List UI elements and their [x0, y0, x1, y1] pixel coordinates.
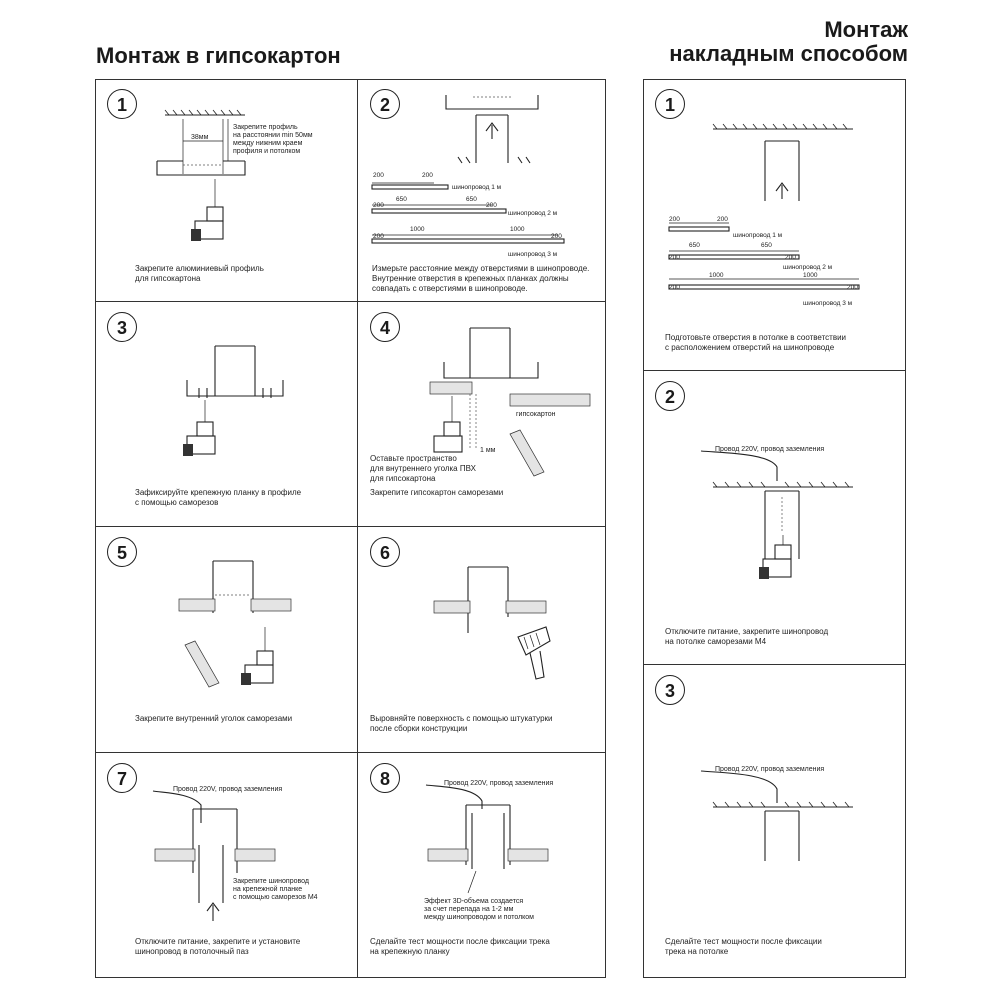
svg-text:Провод 220V, провод заземления: Провод 220V, провод заземления	[173, 786, 283, 793]
gypsum-right	[510, 394, 590, 406]
left-step-6	[358, 527, 606, 753]
step-caption: Сделайте тест мощности после фиксации трека на потолке	[665, 937, 822, 956]
svg-text:между шинопроводом и потолком: между шинопроводом и потолком	[424, 914, 534, 921]
step-number: 3	[107, 312, 137, 342]
svg-text:шинопровод 2 м: шинопровод 2 м	[783, 264, 833, 271]
svg-text:650: 650	[689, 242, 700, 249]
step-number: 4	[370, 312, 400, 342]
svg-text:200: 200	[669, 216, 680, 223]
svg-text:1 мм: 1 мм	[480, 447, 496, 454]
svg-text:200: 200	[373, 172, 384, 179]
pvc-corner-icon	[510, 430, 544, 476]
step-caption-2: Закрепите гипсокартон саморезами	[370, 488, 504, 497]
step-caption: Оставьте пространство для внутреннего уголка ПВХ для гипсокартона	[370, 454, 476, 483]
dim-label: 38мм	[191, 134, 209, 141]
step-caption: Подготовьте отверстия в потолке в соответствии с расположением отверстий на шинопроводе	[665, 333, 847, 352]
svg-text:200: 200	[422, 172, 433, 179]
step-caption: Закрепите внутренний уголок саморезами	[135, 714, 293, 723]
title-right-line2: накладным способом	[669, 41, 908, 66]
rail-1m	[669, 216, 783, 239]
svg-text:200: 200	[669, 254, 680, 261]
title-left: Монтаж в гипсокартон	[96, 43, 341, 68]
ceiling-hatch	[713, 124, 853, 129]
left-step-2	[358, 79, 606, 302]
screwdriver-icon	[183, 400, 215, 456]
diagram-surface-fix	[643, 371, 906, 665]
svg-text:Эффект 3D-объема создается: Эффект 3D-объема создается	[424, 898, 524, 905]
svg-text:шинопровод 1 м: шинопровод 1 м	[452, 184, 502, 191]
spatula-icon	[518, 627, 550, 679]
rail-2m	[372, 196, 558, 217]
note-line: на расстоянии min 50мм	[233, 132, 313, 139]
svg-text:200: 200	[551, 233, 562, 240]
left-step-7	[95, 753, 358, 978]
right-step-1	[643, 79, 906, 371]
svg-text:шинопровод 3 м: шинопровод 3 м	[803, 300, 853, 307]
step-number: 2	[370, 89, 400, 119]
step-number: 3	[655, 675, 685, 705]
note-line: профиля и потолком	[233, 148, 301, 155]
step-number: 1	[107, 89, 137, 119]
step-caption: Отключите питание, закрепите шинопровод на потолке саморезами М4	[665, 627, 829, 646]
step-caption: Выровняйте поверхность с помощью штукатурки после сборки конструкции	[370, 714, 553, 733]
svg-text:1000: 1000	[510, 226, 525, 233]
svg-text:Провод 220V, провод заземления: Провод 220V, провод заземления	[715, 446, 825, 453]
step-caption: Сделайте тест мощности после фиксации трека на крепежную планку	[370, 937, 550, 956]
svg-text:шинопровод 1 м: шинопровод 1 м	[733, 232, 783, 239]
screwdriver-icon	[759, 535, 791, 579]
left-step-8	[358, 753, 606, 978]
svg-text:шинопровод 2 м: шинопровод 2 м	[508, 210, 558, 217]
ceiling-hatch	[165, 110, 245, 115]
svg-text:гипсокартон: гипсокартон	[516, 411, 556, 418]
svg-text:200: 200	[785, 254, 796, 261]
step-caption: Отключите питание, закрепите и установите шинопровод в потолочный паз	[135, 937, 301, 956]
note-line: между нижним краем	[233, 140, 303, 147]
note-line: Закрепите профиль	[233, 124, 298, 131]
svg-text:200: 200	[373, 233, 384, 240]
left-step-4	[358, 302, 606, 527]
svg-text:шинопровод 3 м: шинопровод 3 м	[508, 251, 558, 258]
rail-3m	[669, 272, 859, 307]
svg-text:Провод 220V, провод заземления: Провод 220V, провод заземления	[444, 780, 554, 787]
title-right-line1: Монтаж	[824, 17, 908, 42]
svg-text:200: 200	[669, 284, 680, 291]
diagram-surface-test	[643, 665, 906, 978]
step-caption: Зафиксируйте крепежную планку в профиле с помощью саморезов	[135, 488, 302, 507]
screwdriver-icon	[191, 179, 223, 241]
step-caption: Измерьте расстояние между отверстиями в шинопроводе. Внутренние отверстия в крепежных планках должны совпадать с отверстиями в шинопроводе.	[372, 264, 590, 293]
svg-text:Закрепите шинопровод: Закрепите шинопровод	[233, 878, 309, 885]
step-caption: Закрепите алюминиевый профиль для гипсокартона	[135, 264, 264, 283]
svg-text:за счет перепада на 1-2 мм: за счет перепада на 1-2 мм	[424, 906, 514, 913]
rail-3m	[372, 226, 564, 258]
rail-2m	[669, 242, 833, 271]
gypsum-left	[430, 382, 472, 394]
svg-text:1000: 1000	[803, 272, 818, 279]
svg-text:650: 650	[466, 196, 477, 203]
svg-text:200: 200	[717, 216, 728, 223]
svg-text:1000: 1000	[410, 226, 425, 233]
ceiling-hatch	[713, 802, 853, 807]
right-step-3	[643, 665, 906, 978]
left-step-5	[95, 527, 358, 753]
ceiling-hatch	[713, 482, 853, 487]
left-step-1	[95, 79, 358, 302]
svg-text:650: 650	[396, 196, 407, 203]
step-number: 5	[107, 537, 137, 567]
screwdriver-icon	[434, 396, 462, 452]
step-number: 8	[370, 763, 400, 793]
svg-text:200: 200	[486, 202, 497, 209]
rail-1m	[372, 172, 502, 191]
svg-text:с помощью саморезов М4: с помощью саморезов М4	[233, 894, 318, 901]
svg-text:Провод 220V, провод заземления: Провод 220V, провод заземления	[715, 766, 825, 773]
pvc-corner-icon	[185, 641, 219, 687]
svg-text:650: 650	[761, 242, 772, 249]
step-number: 6	[370, 537, 400, 567]
screwdriver-icon	[241, 627, 273, 685]
svg-text:200: 200	[847, 284, 858, 291]
step-number: 1	[655, 89, 685, 119]
step-number: 2	[655, 381, 685, 411]
svg-text:на крепежной планке: на крепежной планке	[233, 886, 303, 893]
svg-text:1000: 1000	[709, 272, 724, 279]
right-step-2	[643, 371, 906, 665]
diagram-surface-holes	[643, 79, 906, 371]
svg-text:200: 200	[373, 202, 384, 209]
step-number: 7	[107, 763, 137, 793]
title-right	[608, 18, 908, 66]
left-step-3	[95, 302, 358, 527]
